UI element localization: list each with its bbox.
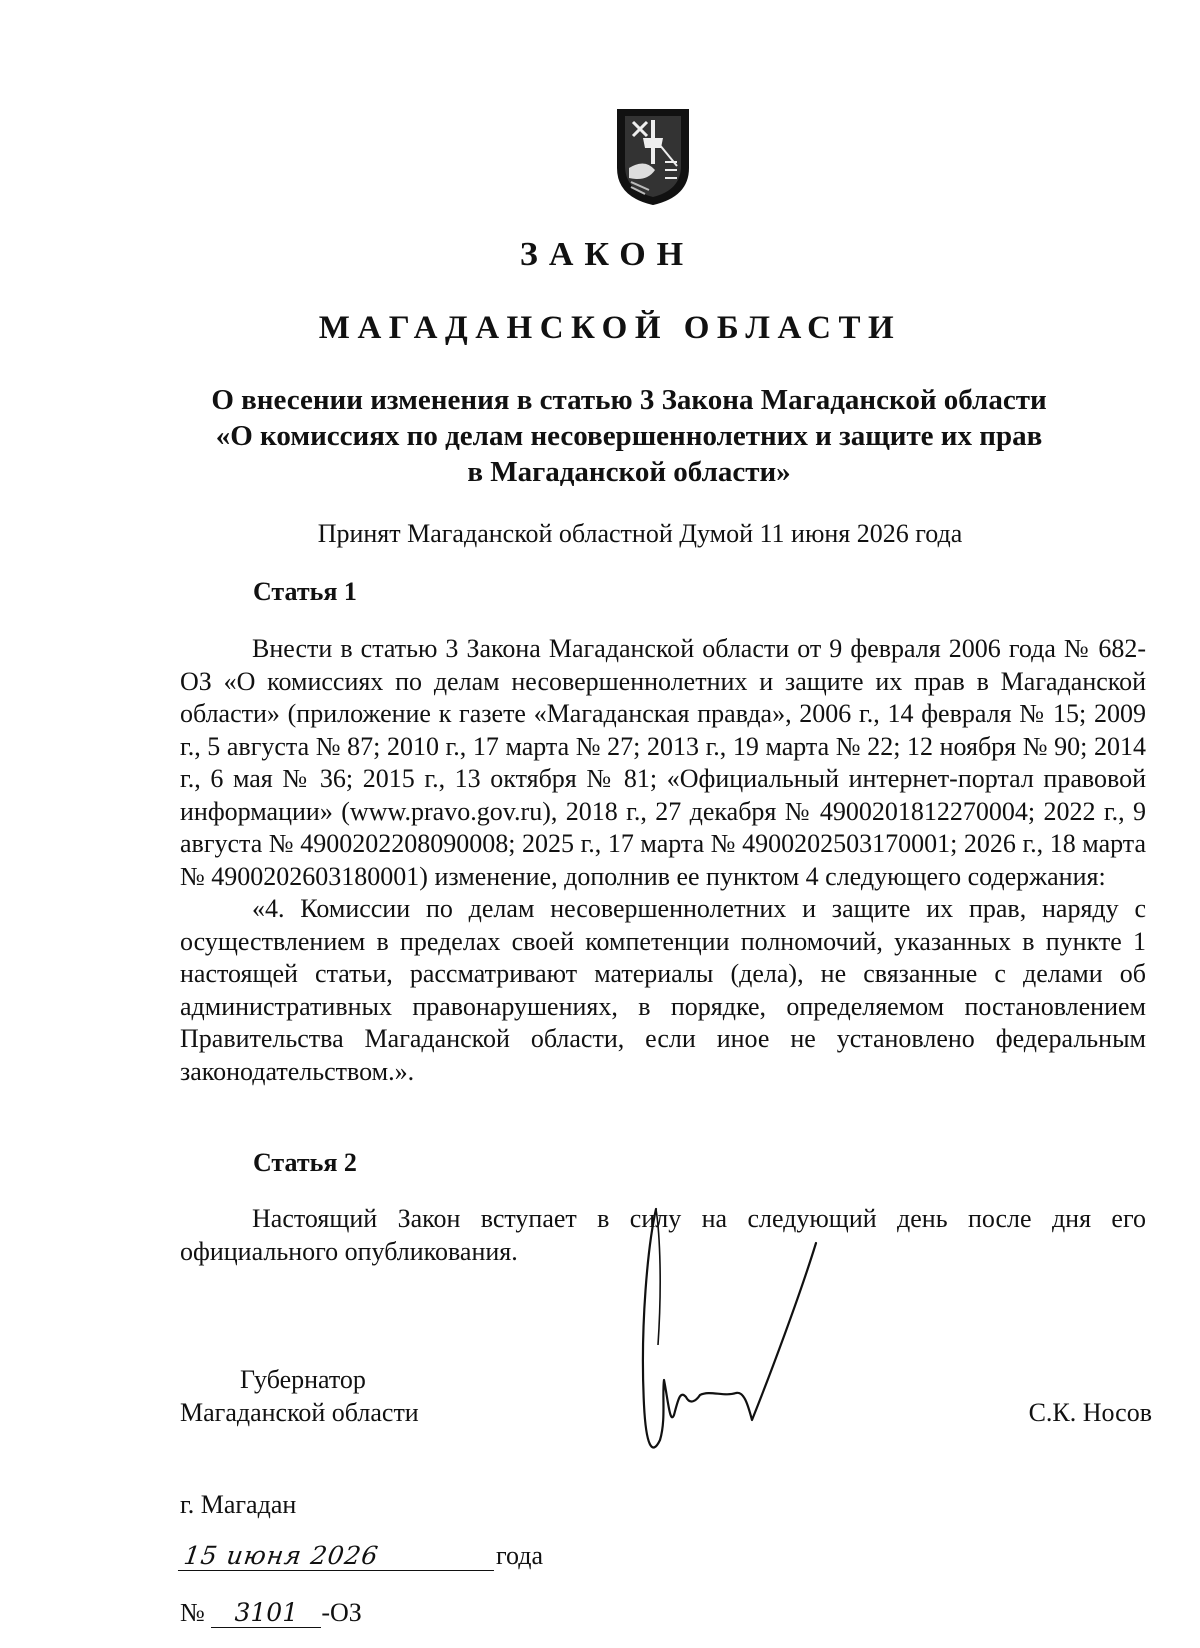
law-title-line-1: О внесении изменения в статью 3 Закона Магаданской области [211,384,1047,416]
article-1-heading: Статья 1 [253,577,357,606]
signatory-title-line-2: Магаданской области [180,1398,419,1427]
handwritten-signature [640,1205,870,1465]
handwritten-date: 15 июня 2026 [178,1541,498,1571]
signatory-title [180,1363,419,1429]
number-prefix: № [180,1598,205,1627]
article-2-paragraph-1: Настоящий Закон вступает в силу на следующий день после дня его официального опубликования. [180,1204,1146,1266]
law-title-line-3: в Магаданской области» [467,456,791,488]
coat-of-arms-emblem [615,108,691,206]
adoption-note: Принят Магаданской областной Думой 11 июня 2026 года [317,519,963,548]
law-title [150,382,1108,490]
handwritten-number: 3101 [211,1598,321,1628]
signing-date [180,1541,543,1571]
article-1-paragraph-2: «4. Комиссии по делам несовершеннолетних и защите их прав, наряду с осуществлением в пределах своей компетенции полномочий, указанных в пункте 1 настоящей статьи, рассматривают материалы (дела), не связанные с делами об административных правонарушениях, в порядке, определяемом постановлением Правительства Магаданской области, если иное не установлено федеральным законодательством.». [180,894,1146,1086]
signatory-name: С.К. Носов [1028,1398,1152,1427]
law-word-heading: ЗАКОН [519,236,695,273]
article-1-body [180,633,1146,1088]
number-suffix: -ОЗ [321,1598,362,1627]
place-of-signing: г. Магадан [180,1490,297,1519]
article-1-paragraph-1: Внести в статью 3 Закона Магаданской области от 9 февраля 2006 года № 682-ОЗ «О комиссиях по делам несовершеннолетних и защите их прав в Магаданской области» (приложение к газете «Магаданская правда», 2006 г., 14 февраля № 15; 2009 г., 5 августа № 87; 2010 г., 17 марта № 27; 2013 г., 19 марта № 22; 12 ноября № 90; 2014 г., 6 мая № 36; 2015 г., 13 октября № 81; «Официальный интернет-портал правовой информации» (www.pravo.gov.ru), 2018 г., 27 декабря № 4900201812270004; 2022 г., 9 августа № 4900202208090008; 2025 г., 17 марта № 4900202503170001; 2026 г., 18 марта № 4900202603180001) изменение, дополнив ее пунктом 4 следующего содержания: [180,634,1146,891]
law-number [180,1598,362,1628]
article-2-heading: Статья 2 [253,1148,357,1177]
signatory-title-line-1: Губернатор [240,1365,366,1394]
region-heading: МАГАДАНСКОЙ ОБЛАСТИ [318,310,902,346]
date-suffix: года [496,1541,544,1570]
law-title-line-2: «О комиссиях по делам несовершеннолетних и защите их прав [215,420,1043,452]
